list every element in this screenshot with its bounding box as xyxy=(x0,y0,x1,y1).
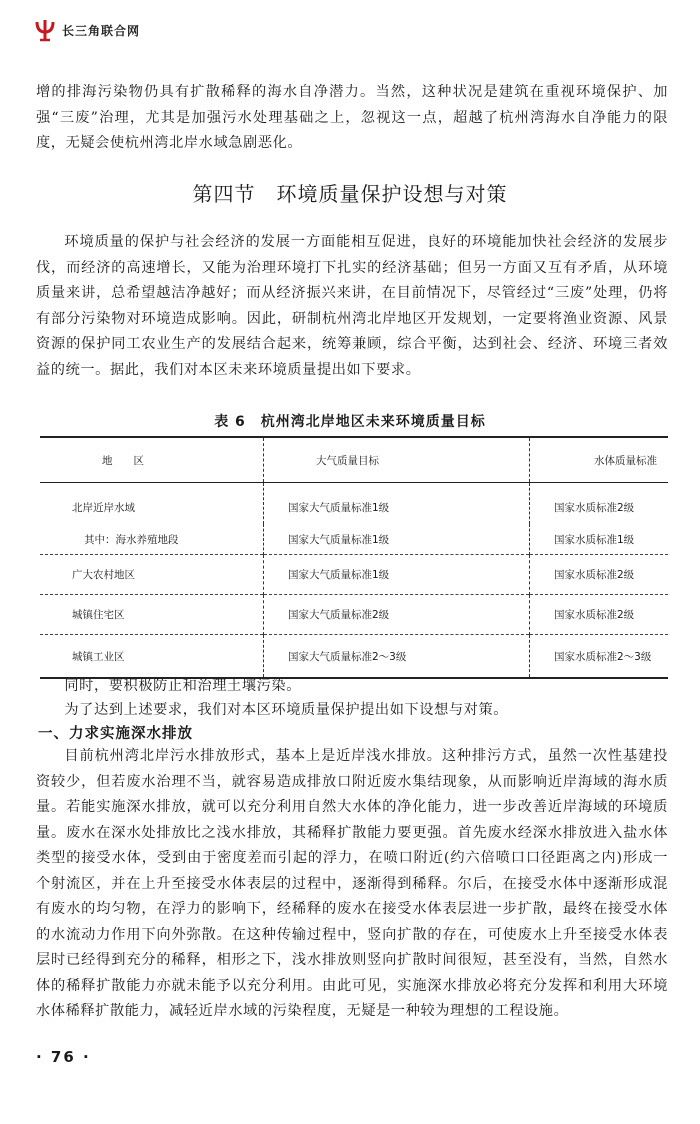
paragraph-deep-water-discharge: 目前杭州湾北岸污水排放形式，基本上是近岸浅水排放。这种排污方式，虽然一次性基建投资较少，但若废水治理不当，就容易造成排放口附近废水集结现象，从而影响近岸海域的海水质量。若能实施深水排放，就可以充分利用自然大水体的净化能力，进一步改善近岸海域的环境质量。废水在深水处排放比之浅水排放，其稀释扩散能力要更强。首先废水经深水排放进入盐水体类型的接受水体，受到由于密度差而引起的浮力，在喷口附近(约六倍喷口口径距离之内)形成一个射流区，并在上升至接受水体表层的过程中，逐渐得到稀释。尔后，在接受水体中逐渐形成混有废水的均匀物，在浮力的影响下，经稀释的废水在接受水体表层进一步扩散，最终在接受水体的水流动力作用下向外弥散。在这种传输过程中，竖向扩散的存在，可使废水上升至接受水体表层时已经得到充分的稀释，相形之下，浅水排放则竖向扩散时间很短，甚至没有，当然，自然水体的稀释扩散能力亦就未能予以充分利用。由此可见，实施深水排放必将充分发挥和利用大环境水体稀释扩散能力，减轻近岸水域的污染程度，无疑是一种较为理想的工程设施。 xyxy=(36,748,668,1019)
table-header-row xyxy=(40,437,668,483)
page-header xyxy=(34,18,140,42)
column-header-region: 地 区 xyxy=(40,437,264,483)
table-row xyxy=(40,595,668,635)
table-row xyxy=(40,483,668,525)
table-row xyxy=(40,524,668,555)
cell-air: 国家大气质量标准2级 xyxy=(264,595,530,635)
cell-region: 北岸近岸水域 xyxy=(72,501,135,514)
cell-water: 国家水质标准2级 xyxy=(530,483,669,525)
cell-water: 国家水质标准2级 xyxy=(530,555,669,595)
cell-region: 其中：海水养殖地段 xyxy=(84,533,179,546)
cell-air: 国家大气质量标准1级 xyxy=(264,555,530,595)
table-row xyxy=(40,555,668,595)
site-name[interactable]: 长三角联合网 xyxy=(62,23,141,38)
paragraph-soil: 同时，要积极防止和治理土壤污染。 xyxy=(64,678,301,694)
page-number: · 76 · xyxy=(36,1048,91,1066)
cell-region: 广大农村地区 xyxy=(40,555,264,595)
cell-water: 国家水质标准1级 xyxy=(530,524,669,555)
section-title: 第四节 环境质量保护设想与对策 xyxy=(192,182,508,206)
environment-quality-table xyxy=(40,436,668,679)
cell-region: 城镇住宅区 xyxy=(40,595,264,635)
paragraph-continued: 增的排海污染物仍具有扩散稀释的海水自净潜力。当然，这种状况是建筑在重视环境保护、加强“三废”治理，尤其是加强污水处理基础之上，忽视这一点，超越了杭州湾海水自净能力的限度，无疑会使杭州湾北岸水域急剧恶化。 xyxy=(36,84,668,151)
cell-air: 国家大气质量标准1级 xyxy=(264,483,530,525)
cell-region: 城镇工业区 xyxy=(40,635,264,679)
paragraph-measures-intro: 为了达到上述要求，我们对本区环境质量保护提出如下设想与对策。 xyxy=(64,702,509,718)
subheading-deep-water: 一、力求实施深水排放 xyxy=(38,726,193,742)
table-row xyxy=(40,635,668,679)
cell-water: 国家水质标准2级 xyxy=(530,595,669,635)
paragraph-environment-intro: 环境质量的保护与社会经济的发展一方面能相互促进，良好的环境能加快社会经济的发展步伐，而经济的高速增长，又能为治理环境打下扎实的经济基础；但另一方面又互有矛盾，从环境质量来讲，总希望越洁净越好；而从经济振兴来讲，在目前情况下，尽管经过“三废”处理，仍将有部分污染物对环境造成影响。因此，研制杭州湾北岸地区开发规划，一定要将渔业资源、风景资源的保护同工农业生产的发展结合起来，统筹兼顾，综合平衡，达到社会、经济、环境三者效益的统一。据此，我们对本区未来环境质量提出如下要求。 xyxy=(36,234,668,378)
table-caption: 表 6 杭州湾北岸地区未来环境质量目标 xyxy=(214,414,486,430)
site-logo-icon xyxy=(34,18,56,42)
cell-water: 国家水质标准2～3级 xyxy=(530,635,669,679)
column-header-air: 大气质量目标 xyxy=(264,437,530,483)
column-header-water: 水体质量标准 xyxy=(530,437,669,483)
cell-air: 国家大气质量标准1级 xyxy=(264,524,530,555)
cell-air: 国家大气质量标准2～3级 xyxy=(264,635,530,679)
